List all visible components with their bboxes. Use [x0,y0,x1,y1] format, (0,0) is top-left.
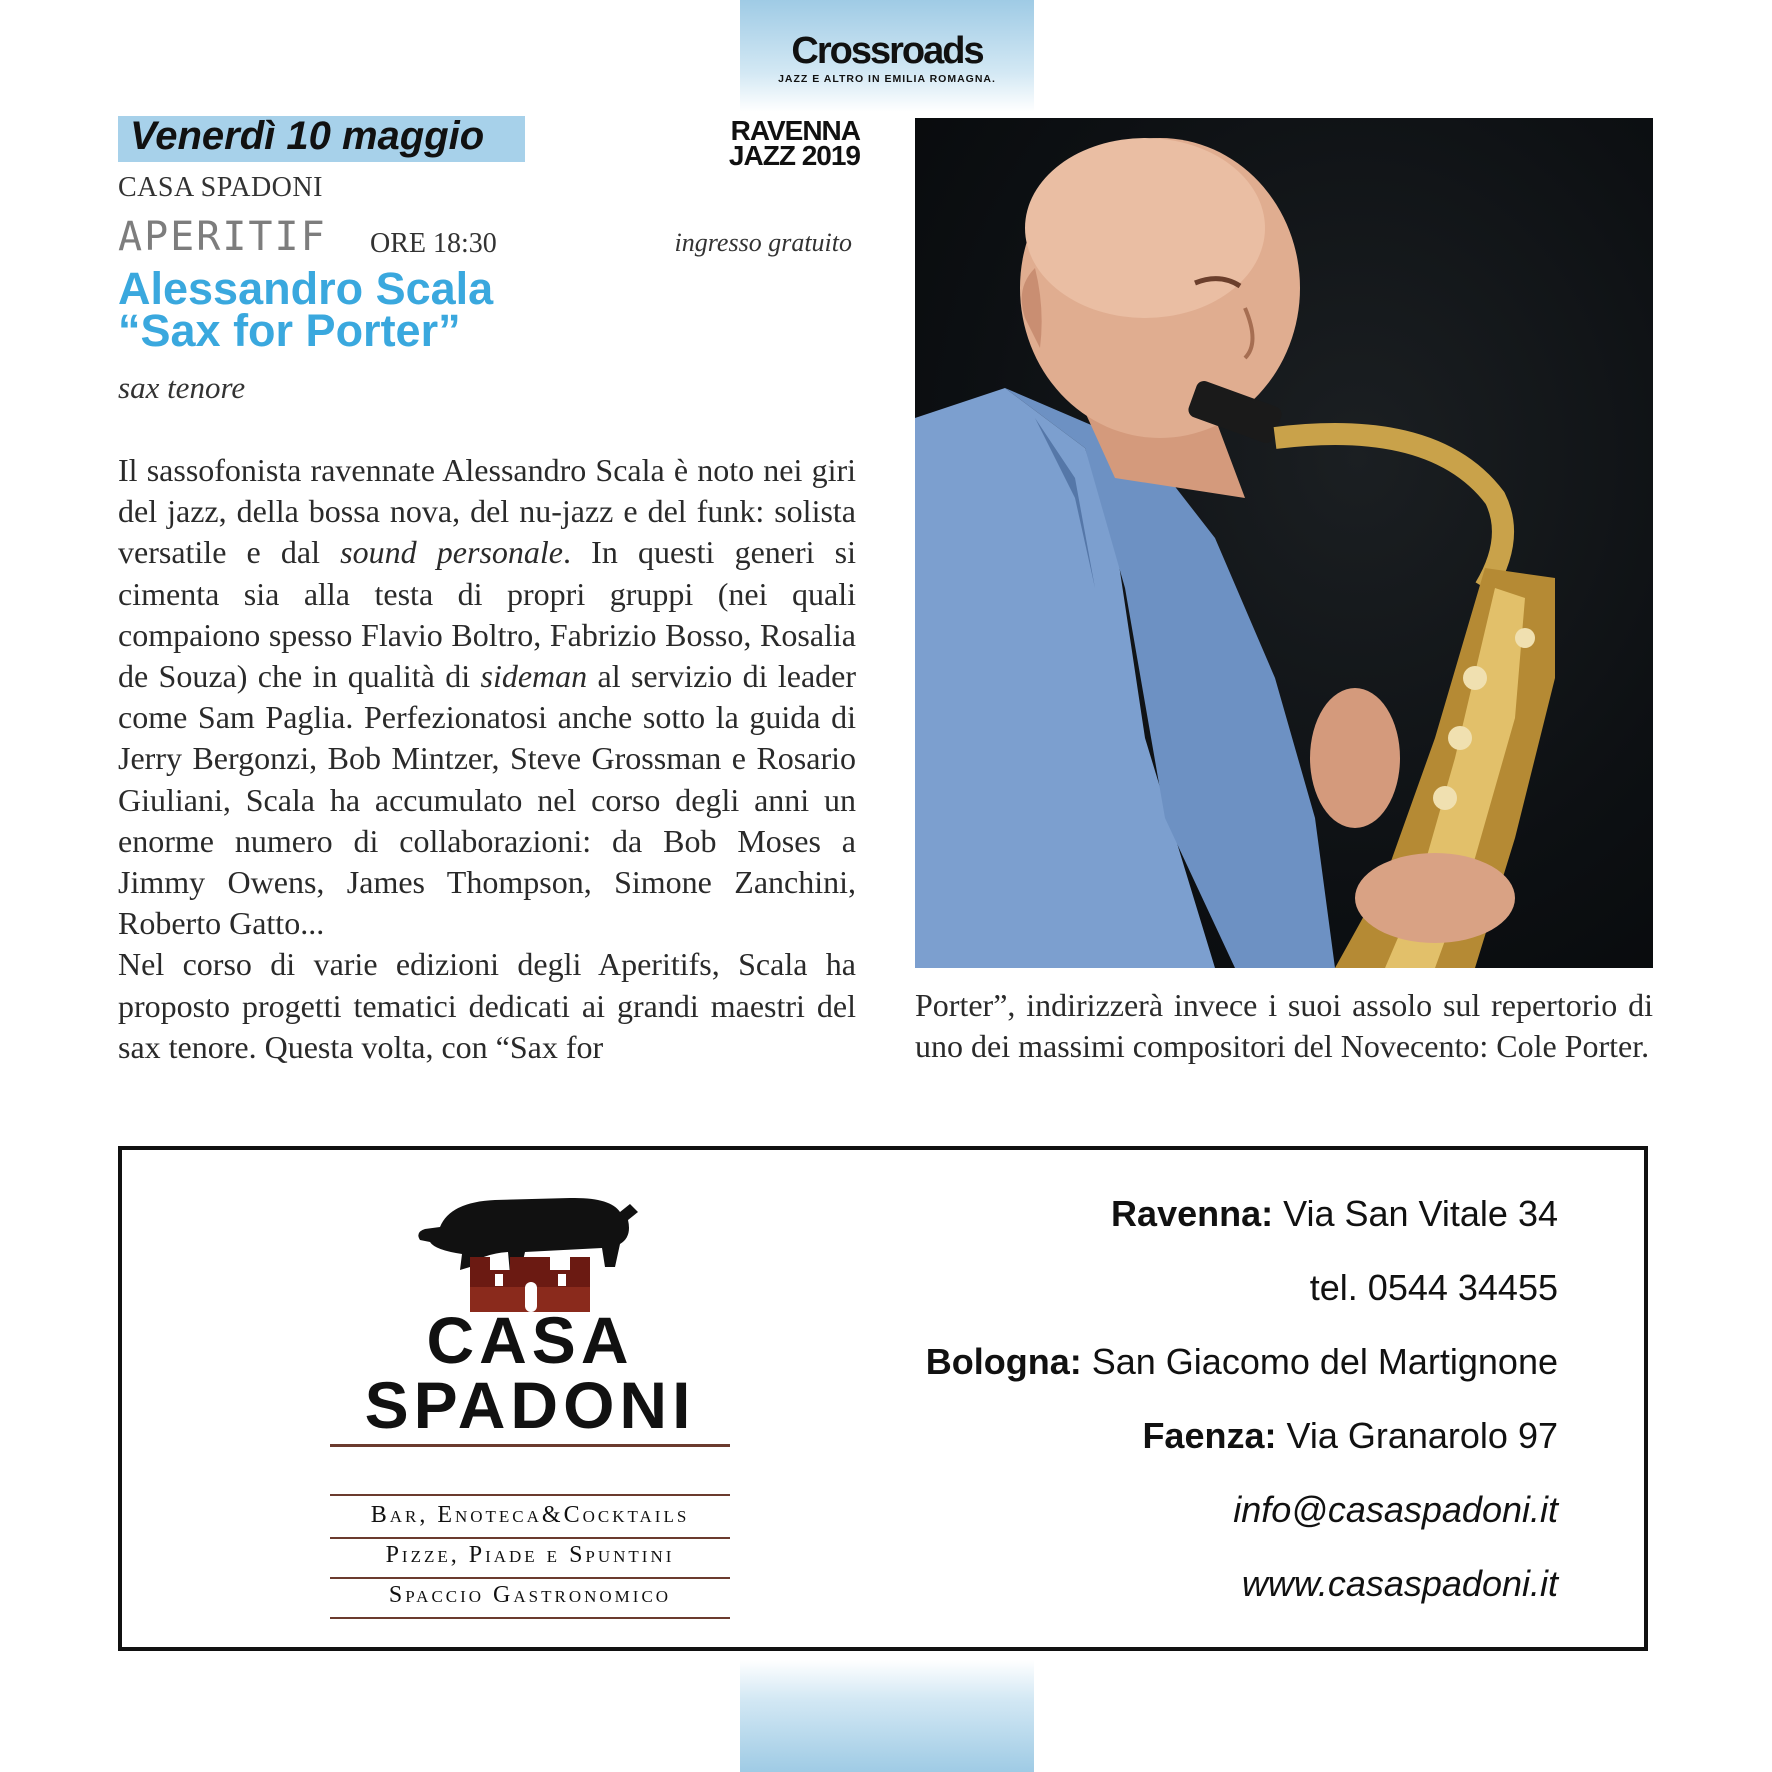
address-text: Via San Vitale 34 [1273,1193,1558,1234]
event-time: ORE 18:30 [370,228,497,259]
body-paragraph-1 [118,450,856,944]
address-faenza [1142,1415,1558,1457]
service-rule [330,1537,730,1539]
artist-name: Alessandro Scala [118,263,494,314]
address-text: Via Granarolo 97 [1276,1415,1558,1456]
address-phone [1310,1267,1558,1309]
body-emphasis: sound personale [340,534,563,571]
service-line: Bar, Enoteca&Cocktails [370,1502,690,1528]
crossroads-tagline: JAZZ E ALTRO IN EMILIA ROMAGNA. [778,73,996,85]
body-paragraph-3: Porter”, indirizzerà invece i suoi assolo sul repertorio di uno dei massimi compositori del Novecento: Cole Porter. [915,987,1653,1065]
address-city: Ravenna: [1111,1193,1274,1234]
address-city: Bologna: [925,1341,1082,1382]
body-paragraph-2: Nel corso di varie edizioni degli Aperitifs, Scala ha proposto progetti tematici dedicati ai grandi maestri del sax tenore. Questa volta, con “Sax for [118,946,856,1065]
service-rule [330,1494,730,1496]
event-artist [118,263,494,356]
pig-icon [320,1182,740,1312]
festival-line1: RAVENNA [730,115,860,146]
event-venue: CASA SPADONI [118,172,323,203]
body-text: Il sassofonista ravennate Alessandro Scala è noto nei giri del jazz, della bossa nova, del nu-jazz e del funk: solista versatile e dal [118,452,856,571]
body-emphasis: sideman [480,658,588,695]
event-date: Venerdì 10 maggio [130,114,485,158]
event-series: APERITIF [118,214,327,260]
body-text: al servizio di leader come Sam Paglia. Perfezionatosi anche sotto la guida di Jerry Bergonzi, Bob Mintzer, Steve Grossman e Rosario Giuliani, Scala ha accumulato nel corso degli anni un enorme numero di collaborazioni: da Bob Moses a Jimmy Owens, James Thompson, Simone Zanchini, Roberto Gatto... [118,658,857,942]
event-entry: ingresso gratuito [674,228,852,257]
concert-title: “Sax for Porter” [118,305,461,356]
address-ravenna [1111,1193,1558,1235]
service-rule [330,1577,730,1579]
body-column-right [915,985,1653,1067]
saxophonist-illustration [915,118,1653,968]
logo-name-line2: SPADONI [364,1368,696,1442]
artist-photo [915,118,1653,968]
body-text: . In questi generi si cimenta sia alla testa di propri gruppi (nei quali compaiono spesso Flavio Boltro, Fabrizio Bosso, Rosalia de Souza) che in qualità di [118,534,857,695]
logo-name-line1: CASA [426,1303,634,1377]
casa-spadoni-logo [320,1182,740,1622]
logo-rule [330,1444,730,1447]
festival-logo [660,115,860,171]
address-text: tel. 0544 34455 [1309,1267,1558,1308]
address-bologna [926,1341,1558,1383]
crossroads-logo-text: Crossroads [791,30,983,72]
service-line: Pizze, Piade e Spuntini [385,1542,675,1568]
festival-line2: JAZZ 2019 [728,140,860,171]
artist-instrument: sax tenore [118,370,246,405]
bottom-brand-strip [740,1660,1034,1772]
service-rule [330,1617,730,1619]
contact-website[interactable]: www.casaspadoni.it [1241,1563,1558,1604]
address-text: San Giacomo del Martignone [1081,1341,1558,1382]
contact-email[interactable]: info@casaspadoni.it [1233,1489,1558,1530]
body-column-left [118,450,856,1068]
service-line: Spaccio Gastronomico [388,1582,672,1608]
address-city: Faenza: [1142,1415,1277,1456]
